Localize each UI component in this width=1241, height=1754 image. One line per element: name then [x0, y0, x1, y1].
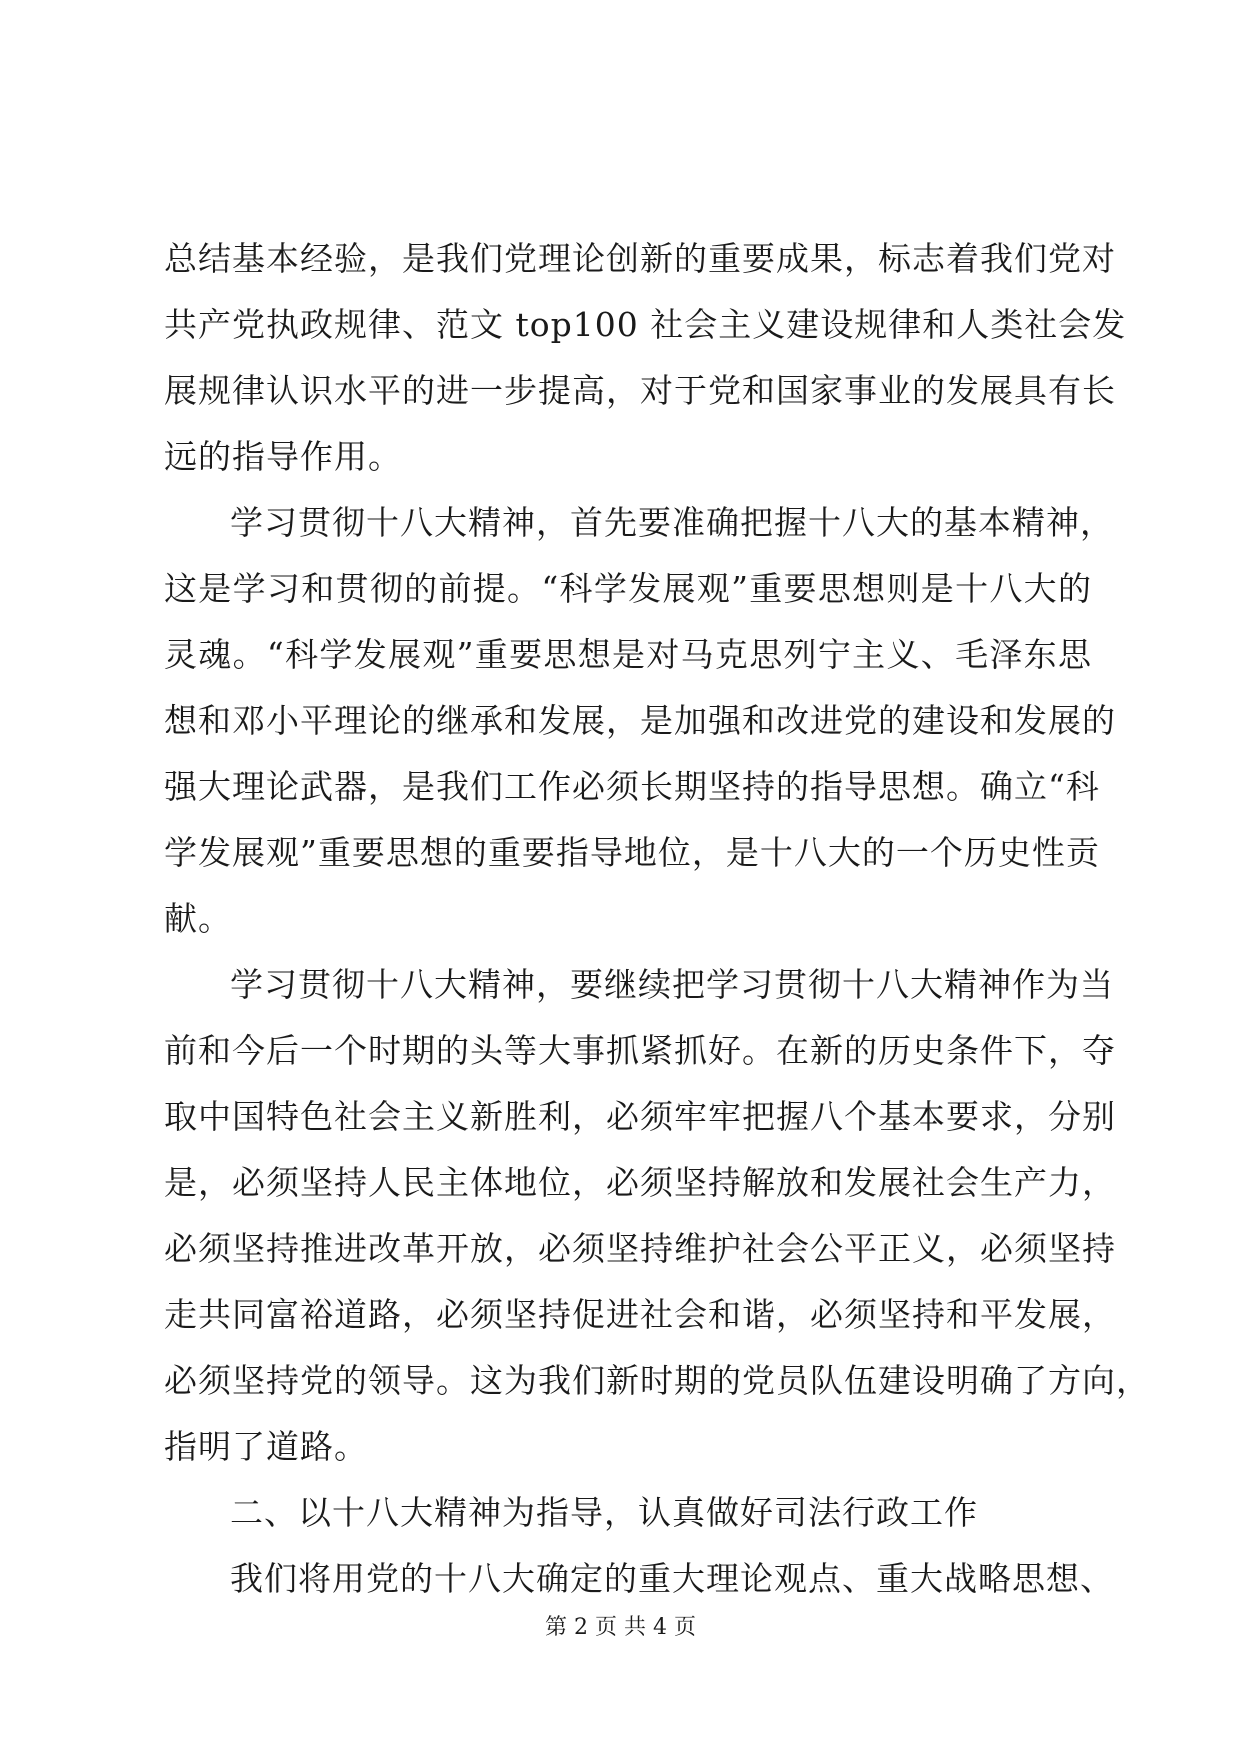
text-line: 强大理论武器，是我们工作必须长期坚持的指导思想。确立“科 — [164, 767, 1100, 806]
paragraph-first-line: 学习贯彻十八大精神，要继续把学习贯彻十八大精神作为当 — [230, 965, 1114, 1004]
text-line: 献。 — [164, 899, 232, 938]
text-line: 共产党执政规律、范文 top100 社会主义建设规律和人类社会发 — [164, 305, 1127, 344]
text-line: 展规律认识水平的进一步提高，对于党和国家事业的发展具有长 — [164, 371, 1116, 410]
page-number-footer: 第 2 页 共 4 页 — [545, 1615, 696, 1640]
section-heading: 二、以十八大精神为指导，认真做好司法行政工作 — [230, 1493, 978, 1532]
text-line: 指明了道路。 — [164, 1427, 368, 1466]
text-line: 取中国特色社会主义新胜利，必须牢牢把握八个基本要求，分别 — [164, 1097, 1116, 1136]
text-line: 想和邓小平理论的继承和发展，是加强和改进党的建设和发展的 — [164, 701, 1116, 740]
text-line: 灵魂。“科学发展观”重要思想是对马克思列宁主义、毛泽东思 — [164, 635, 1092, 674]
text-line: 走共同富裕道路，必须坚持促进社会和谐，必须坚持和平发展， — [164, 1295, 1116, 1334]
text-line: 学发展观”重要思想的重要指导地位，是十八大的一个历史性贡 — [164, 833, 1100, 872]
text-line: 是，必须坚持人民主体地位，必须坚持解放和发展社会生产力， — [164, 1163, 1116, 1202]
paragraph-first-line: 我们将用党的十八大确定的重大理论观点、重大战略思想、 — [230, 1559, 1114, 1598]
body-text — [164, 226, 1150, 1612]
paragraph-first-line: 学习贯彻十八大精神，首先要准确把握十八大的基本精神， — [230, 503, 1114, 542]
text-line: 前和今后一个时期的头等大事抓紧抓好。在新的历史条件下，夺 — [164, 1031, 1116, 1070]
text-line: 必须坚持推进改革开放，必须坚持维护社会公平正义，必须坚持 — [164, 1229, 1116, 1268]
text-line: 必须坚持党的领导。这为我们新时期的党员队伍建设明确了方向， — [164, 1361, 1150, 1400]
text-line: 远的指导作用。 — [164, 437, 402, 476]
text-line: 这是学习和贯彻的前提。“科学发展观”重要思想则是十八大的 — [164, 569, 1092, 608]
text-line: 总结基本经验，是我们党理论创新的重要成果，标志着我们党对 — [164, 239, 1116, 278]
